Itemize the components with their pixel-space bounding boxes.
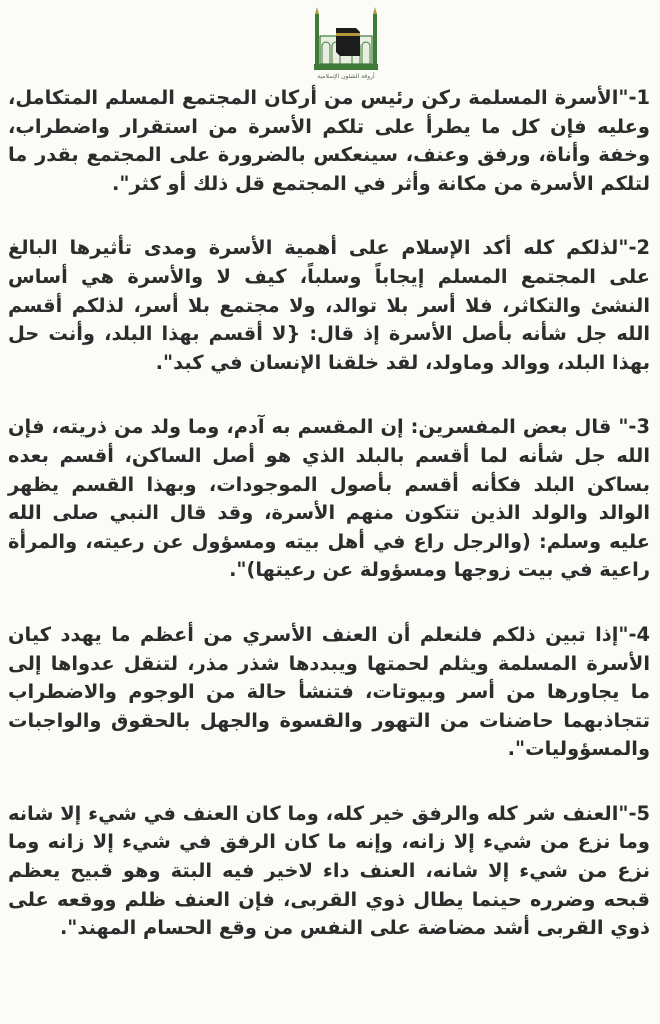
paragraph-4: 4-"إذا تبين ذلكم فلنعلم أن العنف الأسري من أعظم ما يهدد كيان الأسرة المسلمة ويثلم لحمتها ويبددها شذر مذر، لتنقل عدواها إلى ما يجاورها من أسر وبيوتات، فتنشأ حالة من الوجوم والاضطراب تتجاذبهما حاضنات من التهور والقسوة والجهل بالحقوق والواجبات والمسؤوليات". [8,622,650,761]
paragraph-2: 2-"لذلكم كله أكد الإسلام على أهمية الأسرة ومدى تأثيرها البالغ على المجتمع المسلم إيجاباً وسلباً، كيف لا والأسرة هي أساس النشئ والتكاثر، فلا أسر بلا توالد، ولا مجتمع بلا أسر، لذلكم أقسم الله جل شأنه بأصل الأسرة إذ قال: {لا أقسم بهذا البلد، وأنت حل بهذا البلد، ووالد وماولد، لقد خلقنا الإنسان في كبد". [8,236,650,374]
article-body [8,84,650,943]
paragraph-3: 3-" قال بعض المفسرين: إن المقسم به آدم، وما ولد من ذريته، فإن الله جل شأنه لما أقسم بالبلد الذي هو أصل الساكن، أقسم بعده بساكن البلد فكأنه أقسم بأصول الموجودات، وبهذا القسم يظهر الوالد والولد الذين تتكون منهم الأسرة، وقد قال النبي صلى الله عليه وسلم: (والرجل راع في أهل بيته ومسؤول عن رعيته، والمرأة راعية في بيت زوجها ومسؤولة عن رعيتها)". [8,415,650,582]
mosque-logo [306,6,386,78]
paragraph-5: 5-"العنف شر كله والرفق خير كله، وما كان العنف في شيء إلا شانه وما نزع من شيء إلا زانه، وإنه ما كان الرفق في شيء إلا زانه وما نزع من شيء إلا شانه، العنف داء لاخير فيه البتة وهو قبيح يعظم قبحه وضرره حينما يطال ذوي القربى، فإن العنف ظلم ووقعه على ذوي القربى أشد مضاضة على النفس من وقع الحسام المهند". [8,801,650,940]
kaaba-mosque-emblem-icon [306,6,386,78]
paragraph-1: 1-"الأسرة المسلمة ركن رئيس من أركان المجتمع المسلم المتكامل، وعليه فإن كل ما يطرأ على تلكم الأسرة من استقرار واضطراب، وخفة وأناة، ورفق وعنف، سينعكس بالضرورة على المجتمع بقدر ما لتلكم الأسرة من مكانة وأثر في المجتمع قل ذلك أو كثر". [8,86,650,195]
logo-caption: أروقة الشئون الإسلامية [317,73,375,80]
